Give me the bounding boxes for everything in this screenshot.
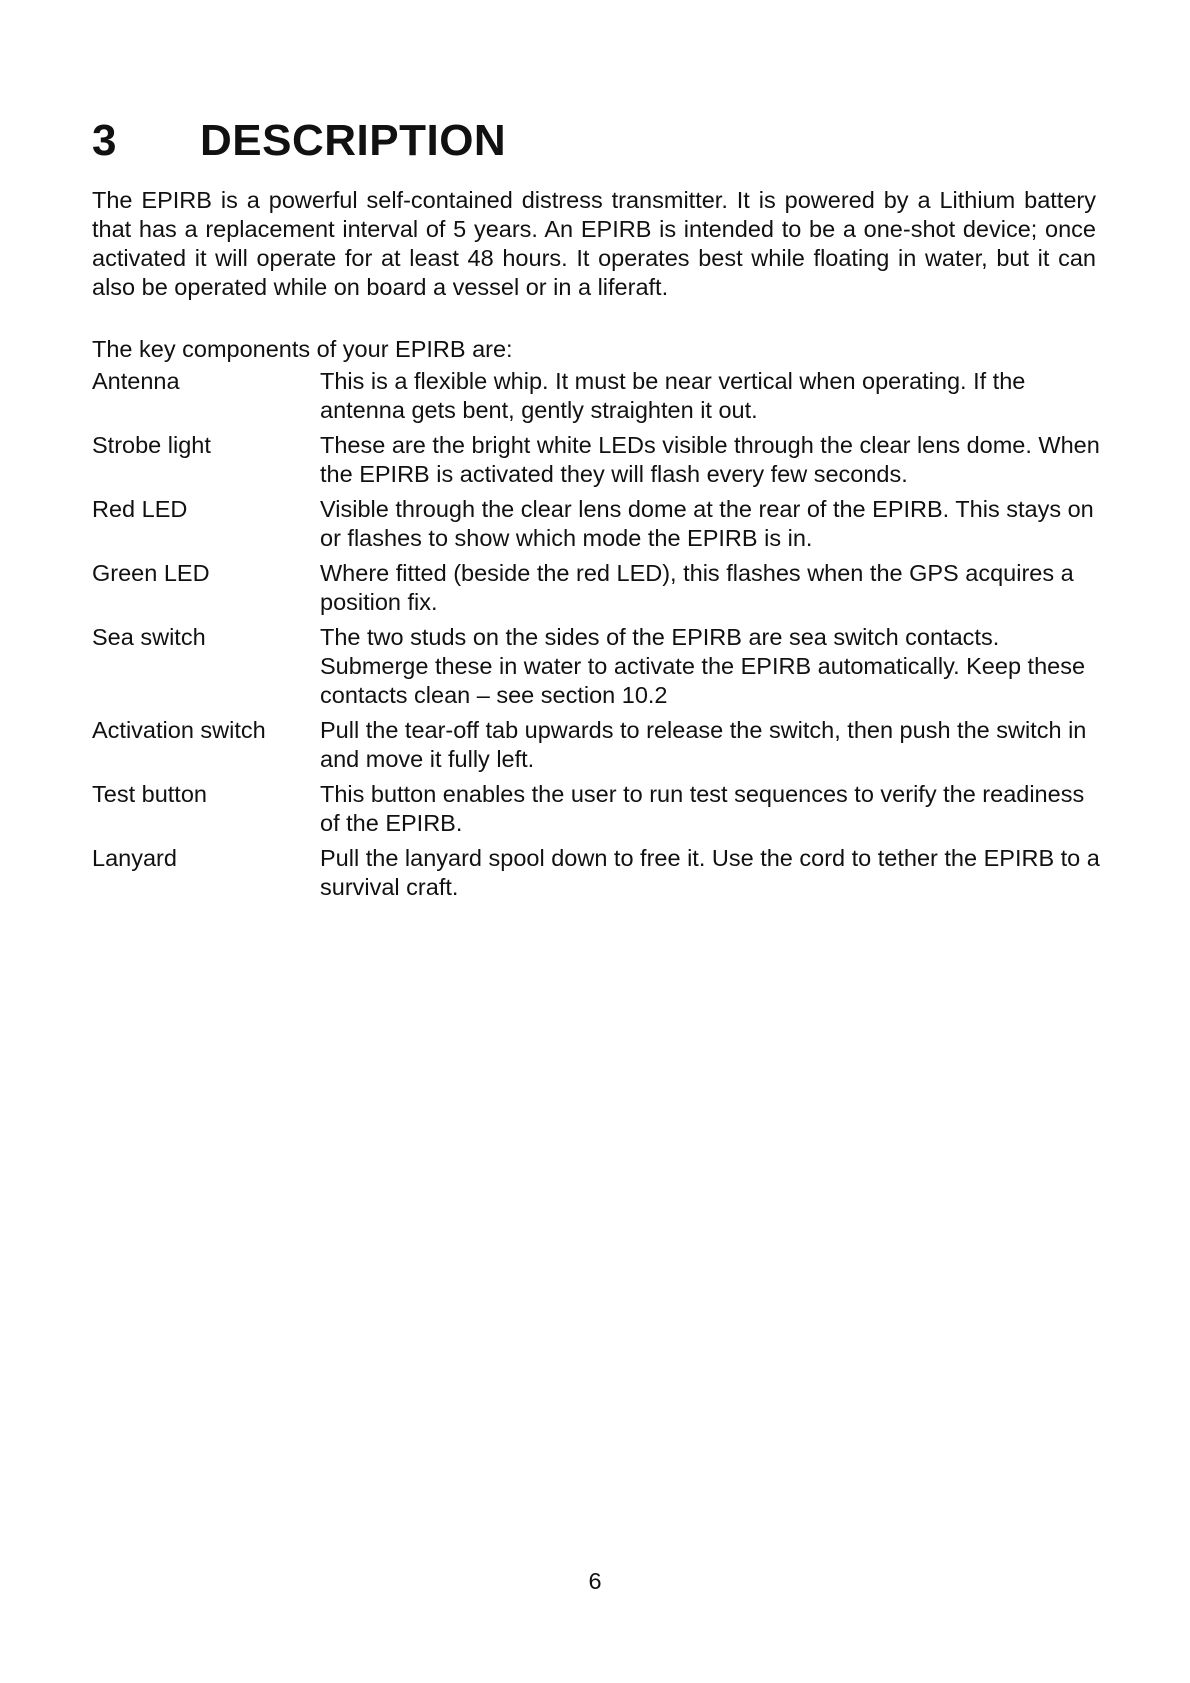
component-term: Sea switch [92, 624, 206, 650]
component-desc: The two studs on the sides of the EPIRB are sea switch contacts. Submerge these in water to activate the EPIRB automatically. Keep these contacts clean – see section 10.2 [320, 624, 1086, 708]
component-term: Green LED [92, 560, 210, 586]
page-number: 6 [588, 1568, 602, 1594]
component-row [92, 844, 1102, 902]
component-term: Activation switch [92, 717, 266, 743]
component-desc: This is a flexible whip. It must be near vertical when operating. If the antenna gets bent, gently straighten it out. [320, 368, 1026, 423]
components-list [92, 367, 1102, 908]
intro-paragraph: The EPIRB is a powerful self-contained distress transmitter. It is powered by a Lithium battery that has a replacement interval of 5 years. An EPIRB is intended to be a one-shot device; once activated it will operate for at least 48 hours. It operates best while floating in water, but it can also be operated while on board a vessel or in a liferaft. [92, 187, 1096, 300]
component-term: Lanyard [92, 845, 177, 871]
component-row [92, 623, 1102, 710]
component-term: Antenna [92, 368, 180, 394]
section-number: 3 [92, 116, 117, 165]
component-term: Test button [92, 781, 207, 807]
component-row [92, 431, 1102, 489]
component-desc: This button enables the user to run test sequences to verify the readiness of the EPIRB. [320, 781, 1085, 836]
component-desc: Pull the tear-off tab upwards to release the switch, then push the switch in and move it fully left. [320, 717, 1087, 772]
components-lead: The key components of your EPIRB are: [92, 336, 513, 362]
component-row [92, 716, 1102, 774]
component-row [92, 780, 1102, 838]
component-desc: Where fitted (beside the red LED), this flashes when the GPS acquires a position fix. [320, 560, 1074, 615]
component-term: Strobe light [92, 432, 211, 458]
section-heading [92, 116, 506, 166]
component-term: Red LED [92, 496, 188, 522]
component-row [92, 495, 1102, 553]
component-desc: Pull the lanyard spool down to free it. Use the cord to tether the EPIRB to a survival craft. [320, 845, 1100, 900]
component-desc: These are the bright white LEDs visible through the clear lens dome. When the EPIRB is activated they will flash every few seconds. [320, 432, 1100, 487]
component-desc: Visible through the clear lens dome at the rear of the EPIRB. This stays on or flashes to show which mode the EPIRB is in. [320, 496, 1094, 551]
component-row [92, 559, 1102, 617]
section-title: DESCRIPTION [200, 116, 507, 165]
component-row [92, 367, 1102, 425]
